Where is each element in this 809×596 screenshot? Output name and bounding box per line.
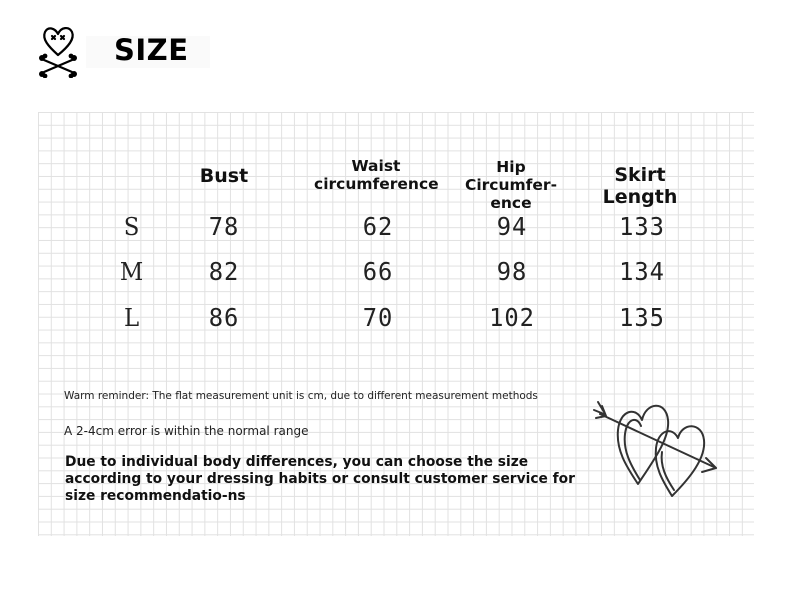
arrow-through-hearts-icon [592,392,722,508]
column-header-hip: Hip Circumfer-ence [464,158,558,212]
error-range-note: A 2-4cm error is within the normal range [64,424,309,438]
cell-l-bust: 86 [208,303,240,332]
cell-s-waist: 62 [362,212,394,241]
cell-s-bust: 78 [208,212,240,241]
cell-m-hip: 98 [496,257,528,286]
column-header-skirt-length: Skirt Length [602,164,678,208]
row-label-l: L [123,304,141,332]
cell-s-skirt-length: 133 [619,212,665,241]
page-title: SIZE [114,33,189,67]
cell-l-waist: 70 [362,303,394,332]
cell-m-bust: 82 [208,257,240,286]
cell-s-hip: 94 [496,212,528,241]
row-label-m: M [119,258,145,286]
size-chart-panel [38,112,754,536]
cell-m-waist: 66 [362,257,394,286]
row-label-s: S [123,213,141,241]
heart-crossbones-icon [36,22,80,78]
size-advice-note: Due to individual body differences, you can choose the size according to your dressing habits or consult customer service for size recommendatio-ns [65,454,575,504]
column-header-waist: Waist circumference [314,157,439,193]
cell-l-hip: 102 [489,303,535,332]
cell-m-skirt-length: 134 [619,257,665,286]
warm-reminder-note: Warm reminder: The flat measurement unit is cm, due to different measurement methods [64,390,538,402]
column-header-bust: Bust [199,165,249,187]
cell-l-skirt-length: 135 [619,303,665,332]
